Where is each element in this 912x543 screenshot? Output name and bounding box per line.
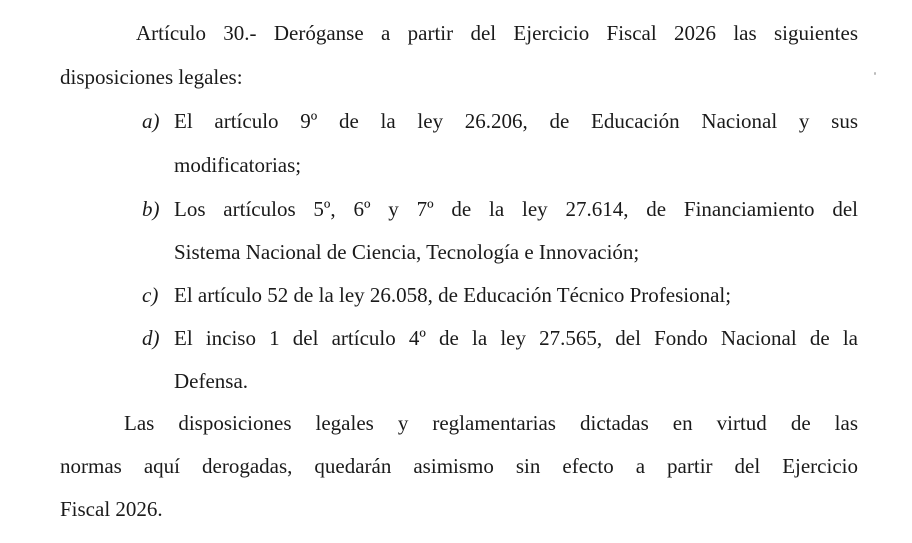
item-c-line-1: El artículo 52 de la ley 26.058, de Educación Técnico Profesional;: [174, 283, 732, 307]
closing-line-1: Las disposiciones legales y reglamentarias dictadas en virtud de las: [124, 411, 858, 435]
item-d-line-1: El inciso 1 del artículo 4º de la ley 27.565, del Fondo Nacional de la: [174, 326, 858, 350]
closing-line-3: Fiscal 2026.: [60, 497, 163, 521]
scan-speck: [874, 72, 876, 75]
closing-line-2: normas aquí derogadas, quedarán asimismo sin efecto a partir del Ejercicio: [60, 454, 858, 478]
article-heading-line-2: disposiciones legales:: [60, 65, 243, 89]
item-b-line-1: Los artículos 5º, 6º y 7º de la ley 27.614, de Financiamiento del: [174, 197, 858, 221]
item-label-b: b): [142, 197, 160, 221]
item-label-a: a): [142, 109, 160, 133]
item-label-d: d): [142, 326, 160, 350]
item-b-line-2: Sistema Nacional de Ciencia, Tecnología e Innovación;: [174, 240, 640, 264]
item-d-line-2: Defensa.: [174, 369, 249, 393]
article-heading-line-1: Artículo 30.- Deróganse a partir del Ejercicio Fiscal 2026 las siguientes: [136, 21, 858, 45]
item-a-line-1: El artículo 9º de la ley 26.206, de Educación Nacional y sus: [174, 109, 858, 133]
item-label-c: c): [142, 283, 159, 307]
item-a-line-2: modificatorias;: [174, 153, 302, 177]
